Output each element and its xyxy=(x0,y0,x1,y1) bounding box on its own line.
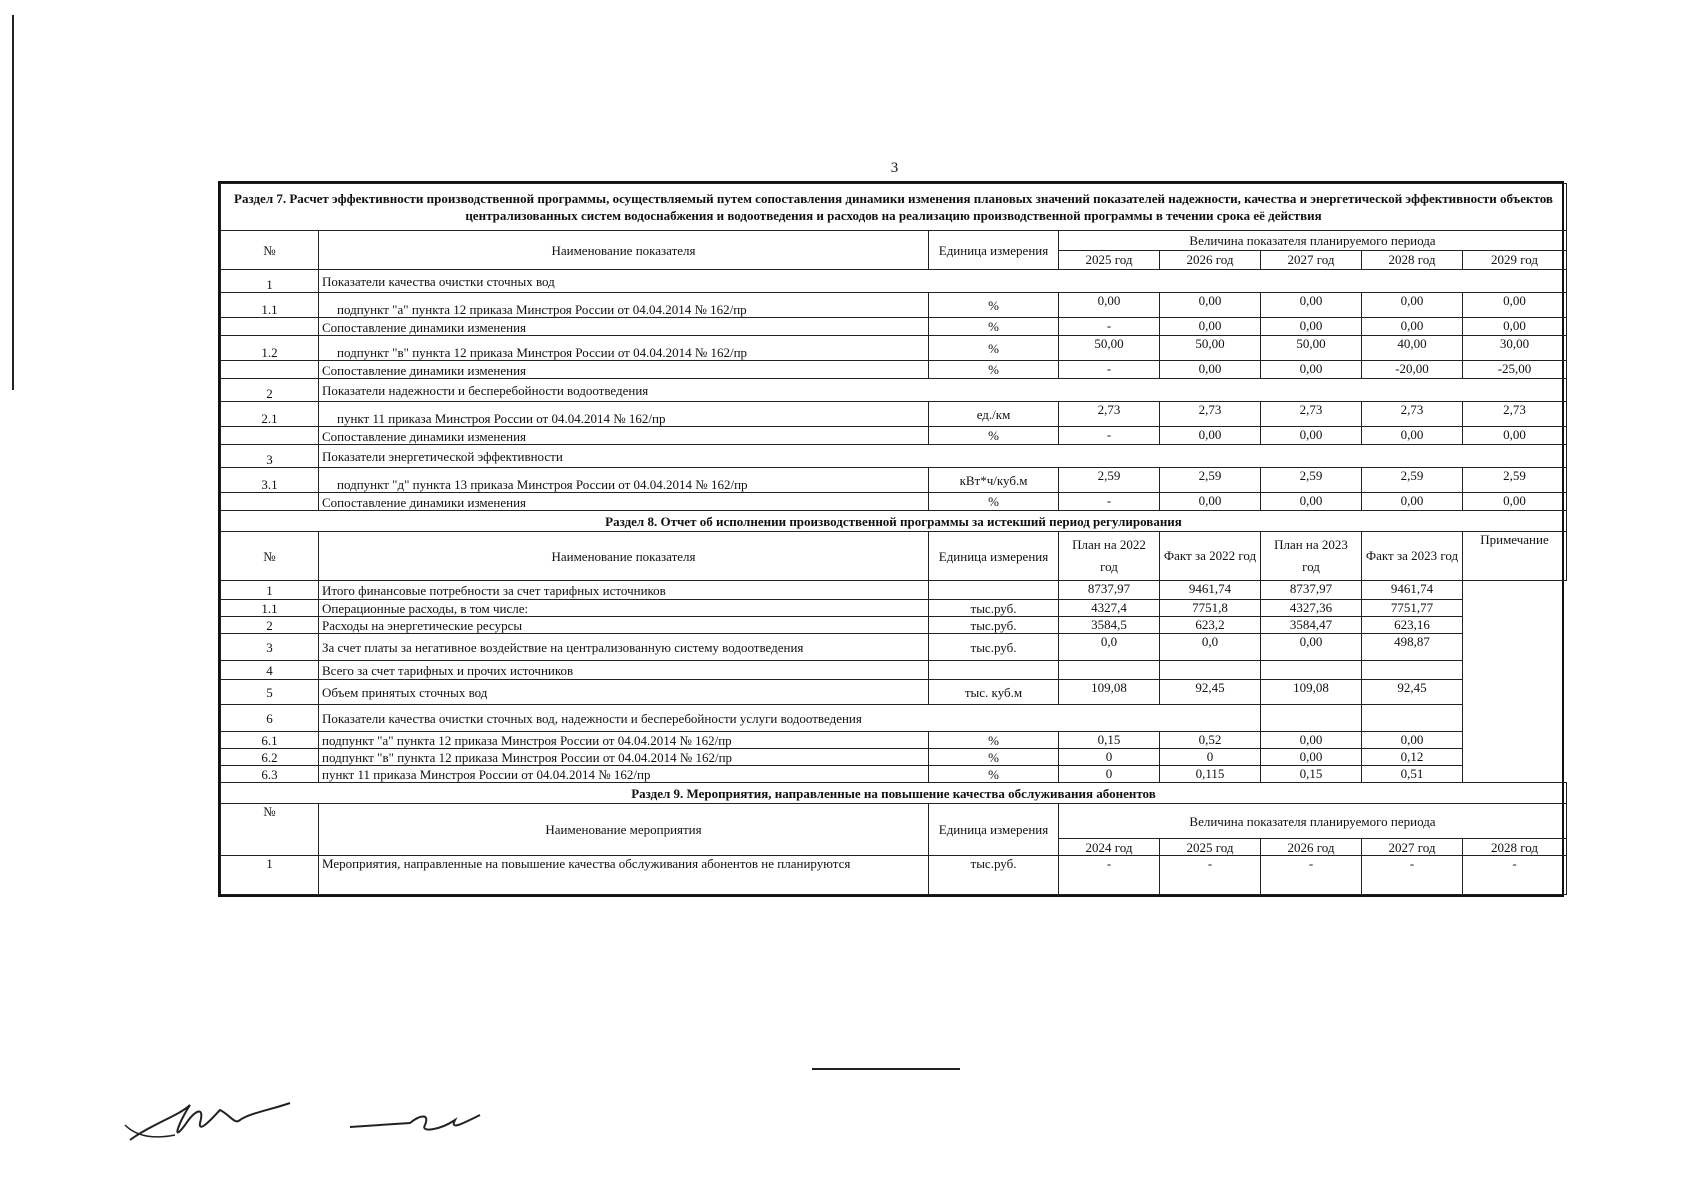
row-unit: % xyxy=(929,361,1059,379)
row-value: 498,87 xyxy=(1362,634,1463,661)
row-num: 2 xyxy=(221,617,319,634)
row-value: 2,59 xyxy=(1059,468,1160,493)
row-value: 2,59 xyxy=(1362,468,1463,493)
row-unit xyxy=(929,581,1059,600)
margin-line xyxy=(12,15,14,390)
s9-header-unit: Единица измерения xyxy=(929,804,1059,856)
s8-col-3: Факт за 2023 год xyxy=(1362,532,1463,581)
table-row xyxy=(221,749,1567,766)
row-name: подпункт "а" пункта 12 приказа Минстроя России от 04.04.2014 № 162/пр xyxy=(319,732,929,749)
row-value: 2,59 xyxy=(1261,468,1362,493)
s9-year-0: 2024 год xyxy=(1059,839,1160,856)
row-name: подпункт "д" пункта 13 приказа Минстроя России от 04.04.2014 № 162/пр xyxy=(319,468,929,493)
s7-year-0: 2025 год xyxy=(1059,250,1160,270)
row-value: 0,15 xyxy=(1261,766,1362,783)
page-number: 3 xyxy=(890,160,899,176)
s8-col-0: План на 2022 год xyxy=(1059,532,1160,581)
row-name: Сопоставление динамики изменения xyxy=(319,493,929,511)
row-value: 0,00 xyxy=(1160,318,1261,336)
row-name: Объем принятых сточных вод xyxy=(319,680,929,705)
row-value: 0,00 xyxy=(1261,318,1362,336)
row-name: Расходы на энергетические ресурсы xyxy=(319,617,929,634)
row-value: 2,59 xyxy=(1463,468,1567,493)
s8-header-note: Примечание xyxy=(1463,532,1567,581)
row-value: -25,00 xyxy=(1463,361,1567,379)
table-row xyxy=(221,493,1567,511)
row-num: 1.1 xyxy=(221,293,319,318)
table-row xyxy=(221,445,1567,468)
row-value: 0,00 xyxy=(1160,493,1261,511)
row-num xyxy=(221,318,319,336)
row-value: 0,12 xyxy=(1362,749,1463,766)
s7-year-2: 2027 год xyxy=(1261,250,1362,270)
row-value: 0,51 xyxy=(1362,766,1463,783)
table-row xyxy=(221,705,1567,732)
s7-header-num: № xyxy=(221,231,319,270)
table-row xyxy=(221,293,1567,318)
row-name: пункт 11 приказа Минстроя России от 04.04.2014 № 162/пр xyxy=(319,402,929,427)
row-num: 3 xyxy=(221,634,319,661)
s7-year-3: 2028 год xyxy=(1362,250,1463,270)
row-value: 7751,8 xyxy=(1160,600,1261,617)
row-num: 6.2 xyxy=(221,749,319,766)
row-value xyxy=(1261,705,1362,732)
row-value: 2,73 xyxy=(1362,402,1463,427)
row-value xyxy=(1261,661,1362,680)
row-group-name: Показатели качества очистки сточных вод, надежности и бесперебойности услуги водоотведения xyxy=(319,705,1261,732)
s9-year-4: 2028 год xyxy=(1463,839,1567,856)
table-row xyxy=(221,617,1567,634)
table-row xyxy=(221,856,1567,895)
s9-year-3: 2027 год xyxy=(1362,839,1463,856)
row-value: -20,00 xyxy=(1362,361,1463,379)
row-unit: % xyxy=(929,336,1059,361)
table-row xyxy=(221,468,1567,493)
row-name: Всего за счет тарифных и прочих источников xyxy=(319,661,929,680)
row-value: 0,00 xyxy=(1059,293,1160,318)
s7-header-name: Наименование показателя xyxy=(319,231,929,270)
row-value: 4327,36 xyxy=(1261,600,1362,617)
row-num: 1.1 xyxy=(221,600,319,617)
row-group-name: Показатели надежности и бесперебойности водоотведения xyxy=(319,379,1567,402)
row-value: 0,00 xyxy=(1362,493,1463,511)
table-row xyxy=(221,732,1567,749)
row-value: 9461,74 xyxy=(1362,581,1463,600)
row-value: 92,45 xyxy=(1362,680,1463,705)
row-value: 2,73 xyxy=(1463,402,1567,427)
signature-line xyxy=(812,1068,960,1070)
table-row xyxy=(221,402,1567,427)
row-value xyxy=(1160,661,1261,680)
row-value: 92,45 xyxy=(1160,680,1261,705)
s7-header-period: Величина показателя планируемого периода xyxy=(1059,231,1567,251)
row-num: 1 xyxy=(221,270,319,293)
s9-header-name: Наименование мероприятия xyxy=(319,804,929,856)
table-row xyxy=(221,680,1567,705)
s8-header-name: Наименование показателя xyxy=(319,532,929,581)
row-num xyxy=(221,493,319,511)
row-value: 0,00 xyxy=(1261,634,1362,661)
row-value: 8737,97 xyxy=(1261,581,1362,600)
s7-year-4: 2029 год xyxy=(1463,250,1567,270)
row-num xyxy=(221,427,319,445)
row-name: подпункт "в" пункта 12 приказа Минстроя России от 04.04.2014 № 162/пр xyxy=(319,336,929,361)
row-value: - xyxy=(1362,856,1463,895)
row-unit: % xyxy=(929,318,1059,336)
row-value: 0 xyxy=(1160,749,1261,766)
row-value xyxy=(1362,661,1463,680)
row-name: Итого финансовые потребности за счет тарифных источников xyxy=(319,581,929,600)
row-value: 0,00 xyxy=(1463,427,1567,445)
row-value: 0,00 xyxy=(1261,732,1362,749)
row-value: 2,73 xyxy=(1059,402,1160,427)
row-value: 109,08 xyxy=(1059,680,1160,705)
row-value: - xyxy=(1261,856,1362,895)
row-num: 6 xyxy=(221,705,319,732)
row-value: 0,00 xyxy=(1261,427,1362,445)
s9-header-period: Величина показателя планируемого периода xyxy=(1059,804,1567,839)
row-value: - xyxy=(1059,318,1160,336)
row-value: 0,0 xyxy=(1160,634,1261,661)
row-value: 2,73 xyxy=(1160,402,1261,427)
section7-title: Раздел 7. Расчет эффективности производственной программы, осуществляемый путем сопоставления динамики изменения плановых значений показателей надежности, качества и энергетической эффективности объектов централизованных систем водоснабжения и водоотведения и расходов на реализацию производственной программы в течении срока её действия xyxy=(221,184,1567,231)
row-unit: тыс.руб. xyxy=(929,600,1059,617)
row-value: 2,59 xyxy=(1160,468,1261,493)
row-unit: кВт*ч/куб.м xyxy=(929,468,1059,493)
row-value: 0,00 xyxy=(1463,493,1567,511)
row-value: 623,2 xyxy=(1160,617,1261,634)
s7-header-unit: Единица измерения xyxy=(929,231,1059,270)
row-unit xyxy=(929,661,1059,680)
row-value: 0 xyxy=(1059,766,1160,783)
row-value: 0,00 xyxy=(1160,293,1261,318)
s8-header-num: № xyxy=(221,532,319,581)
row-value: 7751,77 xyxy=(1362,600,1463,617)
table-row xyxy=(221,361,1567,379)
row-value: 0,00 xyxy=(1261,361,1362,379)
table-row xyxy=(221,581,1567,600)
row-name: За счет платы за негативное воздействие на централизованную систему водоотведения xyxy=(319,634,929,661)
row-num: 6.1 xyxy=(221,732,319,749)
row-num: 3.1 xyxy=(221,468,319,493)
row-value: 0,52 xyxy=(1160,732,1261,749)
row-num: 1.2 xyxy=(221,336,319,361)
row-value xyxy=(1059,661,1160,680)
table-row xyxy=(221,600,1567,617)
table-row xyxy=(221,766,1567,783)
row-unit: % xyxy=(929,427,1059,445)
s8-header-unit: Единица измерения xyxy=(929,532,1059,581)
section9-title: Раздел 9. Мероприятия, направленные на повышение качества обслуживания абонентов xyxy=(221,783,1567,804)
row-value: 50,00 xyxy=(1059,336,1160,361)
row-value: 40,00 xyxy=(1362,336,1463,361)
table-row xyxy=(221,270,1567,293)
row-unit: ед./км xyxy=(929,402,1059,427)
row-value: 50,00 xyxy=(1160,336,1261,361)
row-unit: % xyxy=(929,493,1059,511)
row-num: 2 xyxy=(221,379,319,402)
table-row xyxy=(221,336,1567,361)
row-value: - xyxy=(1059,427,1160,445)
row-value: - xyxy=(1059,361,1160,379)
row-value: 4327,4 xyxy=(1059,600,1160,617)
row-name: подпункт "а" пункта 12 приказа Минстроя России от 04.04.2014 № 162/пр xyxy=(319,293,929,318)
row-value: - xyxy=(1160,856,1261,895)
row-value: 0,00 xyxy=(1160,361,1261,379)
row-name: Операционные расходы, в том числе: xyxy=(319,600,929,617)
s9-header-num: № xyxy=(221,804,319,856)
row-value: 0,0 xyxy=(1059,634,1160,661)
row-value: 623,16 xyxy=(1362,617,1463,634)
row-name: Сопоставление динамики изменения xyxy=(319,361,929,379)
row-value: 3584,47 xyxy=(1261,617,1362,634)
row-num: 6.3 xyxy=(221,766,319,783)
row-value: 109,08 xyxy=(1261,680,1362,705)
row-unit: % xyxy=(929,749,1059,766)
s7-year-1: 2026 год xyxy=(1160,250,1261,270)
row-value: - xyxy=(1463,856,1567,895)
row-num: 4 xyxy=(221,661,319,680)
row-value: 0,00 xyxy=(1362,293,1463,318)
row-value: 0,00 xyxy=(1160,427,1261,445)
row-value xyxy=(1362,705,1463,732)
row-unit: тыс.руб. xyxy=(929,617,1059,634)
row-name: Сопоставление динамики изменения xyxy=(319,318,929,336)
row-unit: % xyxy=(929,732,1059,749)
row-num xyxy=(221,361,319,379)
row-value: 0 xyxy=(1059,749,1160,766)
row-num: 1 xyxy=(221,581,319,600)
row-unit: тыс.руб. xyxy=(929,856,1059,895)
row-value: 0,00 xyxy=(1261,749,1362,766)
row-value: 0,00 xyxy=(1463,293,1567,318)
row-name: пункт 11 приказа Минстроя России от 04.04.2014 № 162/пр xyxy=(319,766,929,783)
row-name: Мероприятия, направленные на повышение качества обслуживания абонентов не планируются xyxy=(319,856,929,895)
row-unit: тыс.руб. xyxy=(929,634,1059,661)
row-value: 0,00 xyxy=(1261,293,1362,318)
table-row xyxy=(221,634,1567,661)
row-value: 2,73 xyxy=(1261,402,1362,427)
row-value: - xyxy=(1059,856,1160,895)
report-table xyxy=(220,183,1567,895)
report-document xyxy=(218,181,1564,897)
table-row xyxy=(221,318,1567,336)
row-name: Сопоставление динамики изменения xyxy=(319,427,929,445)
row-value: 0,00 xyxy=(1463,318,1567,336)
s8-col-2: План на 2023 год xyxy=(1261,532,1362,581)
row-value: 0,00 xyxy=(1362,318,1463,336)
row-num: 3 xyxy=(221,445,319,468)
row-unit: тыс. куб.м xyxy=(929,680,1059,705)
row-num: 1 xyxy=(221,856,319,895)
row-value: 50,00 xyxy=(1261,336,1362,361)
s8-col-1: Факт за 2022 год xyxy=(1160,532,1261,581)
row-num: 2.1 xyxy=(221,402,319,427)
row-value: 0,15 xyxy=(1059,732,1160,749)
table-row xyxy=(221,379,1567,402)
section8-title: Раздел 8. Отчет об исполнении производственной программы за истекший период регулирования xyxy=(221,511,1567,532)
row-num: 5 xyxy=(221,680,319,705)
row-unit: % xyxy=(929,293,1059,318)
row-value: 9461,74 xyxy=(1160,581,1261,600)
row-group-name: Показатели энергетической эффективности xyxy=(319,445,1567,468)
row-unit: % xyxy=(929,766,1059,783)
row-value: 30,00 xyxy=(1463,336,1567,361)
table-row xyxy=(221,661,1567,680)
row-value: 0,115 xyxy=(1160,766,1261,783)
s9-year-2: 2026 год xyxy=(1261,839,1362,856)
row-group-name: Показатели качества очистки сточных вод xyxy=(319,270,1567,293)
row-value: 0,00 xyxy=(1362,427,1463,445)
row-value: 0,00 xyxy=(1261,493,1362,511)
row-value: 3584,5 xyxy=(1059,617,1160,634)
table-row xyxy=(221,427,1567,445)
handwritten-signature xyxy=(120,1085,500,1155)
row-value: 8737,97 xyxy=(1059,581,1160,600)
row-value: - xyxy=(1059,493,1160,511)
s9-year-1: 2025 год xyxy=(1160,839,1261,856)
row-name: подпункт "в" пункта 12 приказа Минстроя России от 04.04.2014 № 162/пр xyxy=(319,749,929,766)
row-value: 0,00 xyxy=(1362,732,1463,749)
